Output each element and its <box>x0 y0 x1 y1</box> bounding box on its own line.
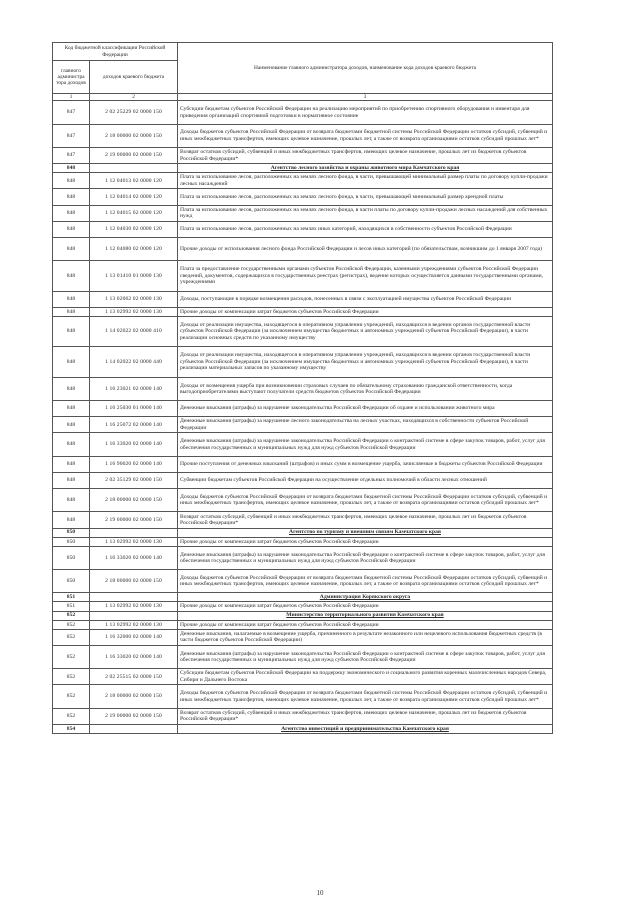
table-row <box>53 472 553 488</box>
admin-code-cell: 850 <box>53 546 90 569</box>
income-code-cell: 2 02 35129 02 0000 150 <box>90 472 178 488</box>
income-code-cell: 1 16 90020 02 0000 140 <box>90 456 178 472</box>
income-code-cell <box>90 528 178 537</box>
table-row <box>53 546 553 569</box>
income-code-cell: 1 13 01410 01 0000 130 <box>90 261 178 291</box>
admin-code-cell: 852 <box>53 611 90 620</box>
admin-code-cell: 854 <box>53 724 90 733</box>
income-code-cell: 2 18 00000 02 0000 150 <box>90 124 178 147</box>
column-number: 3 <box>178 94 553 101</box>
page-number: 10 <box>316 889 324 897</box>
description-cell: Агентство по туризму и внешним связям Камчатского края <box>178 528 553 537</box>
description-cell: Субвенции бюджетам субъектов Российской Федерации на осуществление отдельных полномочий в области лесных отношений <box>178 472 553 488</box>
income-code-cell: 2 19 00000 02 0000 150 <box>90 708 178 724</box>
income-code-cell: 2 02 25229 02 0000 150 <box>90 101 178 124</box>
admin-code-cell: 848 <box>53 456 90 472</box>
description-cell: Министерство территориального развития Камчатского края <box>178 611 553 620</box>
header-group-label: Код бюджетной классификации Российской Федерации <box>53 43 178 61</box>
admin-code-cell: 848 <box>53 472 90 488</box>
income-code-cell: 1 13 02992 02 0000 130 <box>90 307 178 316</box>
description-cell: Плата за предоставление государственными органами субъектов Российской Федерации, казенными учреждениями субъектов Российской Федерации сведений, документов, содержащихся в государственных реестрах (регистрах), ведение которых осуществляется данными государственными органами, учреждениями <box>178 261 553 291</box>
admin-code-cell: 852 <box>53 708 90 724</box>
table-row <box>53 602 553 611</box>
income-code-cell <box>90 611 178 620</box>
admin-code-cell: 852 <box>53 685 90 708</box>
admin-code-cell: 847 <box>53 101 90 124</box>
income-code-cell: 1 13 02992 02 0000 130 <box>90 620 178 629</box>
income-code-cell: 1 13 02992 02 0000 130 <box>90 537 178 546</box>
table-row <box>53 291 553 307</box>
table-row <box>53 685 553 708</box>
description-cell: Доходы от реализации имущества, находящегося в оперативном управлении учреждений, находящихся в ведении органов государственной власти субъектов Российской Федерации (за исключением имущества бюджетных и автономных учреждений субъектов Российской Федерации), в части реализации основных средств по указанному имуществу <box>178 317 553 347</box>
income-code-cell: 1 12 04014 02 0000 120 <box>90 189 178 205</box>
description-cell: Денежные взыскания (штрафы) за нарушение законодательства Российской Федерации об охране и использовании животного мира <box>178 401 553 417</box>
table-row <box>53 205 553 221</box>
table-row <box>53 124 553 147</box>
admin-code-cell: 848 <box>53 417 90 433</box>
income-code-cell: 1 13 02062 02 0000 130 <box>90 291 178 307</box>
admin-code-cell: 851 <box>53 602 90 611</box>
description-cell: Прочие доходы от использования лесного фонда Российской Федерации и лесов иных категорий (по обязательствам, возникшим до 1 января 2007 года) <box>178 238 553 261</box>
admin-code-cell: 850 <box>53 528 90 537</box>
description-cell: Денежные взыскания (штрафы) за нарушение законодательства Российской Федерации о контрактной системе в сфере закупок товаров, работ, услуг для обеспечения государственных и муниципальных нужд для нужд субъектов Российской Федерации <box>178 433 553 456</box>
income-code-cell: 1 16 33020 02 0000 140 <box>90 546 178 569</box>
header-admin-column: главного администра тора доходов <box>53 61 90 94</box>
income-code-cell: 2 18 00000 02 0000 150 <box>90 489 178 512</box>
description-cell: Прочие доходы от компенсации затрат бюджетов субъектов Российской Федерации <box>178 537 553 546</box>
income-code-cell: 2 18 00000 02 0000 150 <box>90 685 178 708</box>
table-row <box>53 221 553 237</box>
admin-code-cell: 851 <box>53 593 90 602</box>
admin-code-cell: 847 <box>53 148 90 164</box>
admin-code-cell: 850 <box>53 537 90 546</box>
column-number: 1 <box>53 94 90 101</box>
admin-code-cell: 848 <box>53 238 90 261</box>
admin-code-cell: 848 <box>53 291 90 307</box>
admin-code-cell: 848 <box>53 221 90 237</box>
table-row <box>53 620 553 629</box>
income-code-cell: 1 12 04013 02 0000 120 <box>90 173 178 189</box>
admin-code-cell: 848 <box>53 512 90 528</box>
section-header-row <box>53 528 553 537</box>
description-cell: Плата за использование лесов, расположенных на землях лесного фонда, в части платы по договору купли-продажи лесных насаждений для собственных нужд <box>178 205 553 221</box>
table-row <box>53 708 553 724</box>
table-row <box>53 347 553 377</box>
admin-code-cell: 852 <box>53 645 90 668</box>
description-cell: Прочие доходы от компенсации затрат бюджетов субъектов Российской Федерации <box>178 307 553 316</box>
admin-code-cell: 852 <box>53 669 90 685</box>
admin-code-cell: 852 <box>53 629 90 645</box>
table-row <box>53 629 553 645</box>
section-header-row <box>53 724 553 733</box>
description-cell: Возврат остатков субсидий, субвенций и иных межбюджетных трансфертов, имеющих целевое назначение, прошлых лет из бюджетов субъектов Российской Федерации* <box>178 512 553 528</box>
section-header-row <box>53 593 553 602</box>
description-cell: Субсидии бюджетам субъектов Российской Федерации на поддержку экономического и социального развития коренных малочисленных народов Севера, Сибири и Дальнего Востока <box>178 669 553 685</box>
description-cell: Возврат остатков субсидий, субвенций и иных межбюджетных трансфертов, имеющих целевое назначение, прошлых лет из бюджетов субъектов Российской Федерации* <box>178 708 553 724</box>
description-cell: Агентство лесного хозяйства и охраны животного мира Камчатского края <box>178 164 553 173</box>
description-cell: Возврат остатков субсидий, субвенций и иных межбюджетных трансфертов, имеющих целевое назначение, прошлых лет из бюджетов субъектов Российской Федерации* <box>178 148 553 164</box>
header-name-column: Наименование главного администратора доходов, наименование кода доходов краевого бюджета <box>178 43 553 94</box>
table-row <box>53 307 553 316</box>
income-code-cell: 1 14 02022 02 0000 440 <box>90 347 178 377</box>
table-row <box>53 537 553 546</box>
section-header-row <box>53 164 553 173</box>
description-cell: Прочие доходы от компенсации затрат бюджетов субъектов Российской Федерации <box>178 620 553 629</box>
table-row <box>53 101 553 124</box>
income-code-cell: 2 19 00000 02 0000 150 <box>90 512 178 528</box>
admin-code-cell: 848 <box>53 377 90 400</box>
column-number: 2 <box>90 94 178 101</box>
table-row <box>53 570 553 593</box>
admin-code-cell: 848 <box>53 307 90 316</box>
description-cell: Прочие доходы от компенсации затрат бюджетов субъектов Российской Федерации <box>178 602 553 611</box>
description-cell: Доходы, поступающие в порядке возмещения расходов, понесенных в связи с эксплуатацией имущества субъектов Российской Федерации <box>178 291 553 307</box>
admin-code-cell: 848 <box>53 401 90 417</box>
description-cell: Субсидии бюджетам субъектов Российской Федерации на реализацию мероприятий по приобретению спортивного оборудования и инвентаря для приведения организаций спортивной подготовки в нормативное состояние <box>178 101 553 124</box>
income-code-cell: 1 12 04080 02 0000 120 <box>90 238 178 261</box>
table-row <box>53 189 553 205</box>
admin-code-cell: 850 <box>53 570 90 593</box>
header-row-group <box>53 43 553 61</box>
income-code-cell: 2 19 00000 02 0000 150 <box>90 148 178 164</box>
admin-code-cell: 848 <box>53 189 90 205</box>
income-code-cell: 1 13 02992 02 0000 130 <box>90 602 178 611</box>
table-row <box>53 512 553 528</box>
column-number-row <box>53 94 553 101</box>
admin-code-cell: 848 <box>53 173 90 189</box>
description-cell: Плата за использование лесов, расположенных на землях лесного фонда, в части, превышающей минимальный размер платы по договору купли-продажи лесных насаждений <box>178 173 553 189</box>
description-cell: Доходы бюджетов субъектов Российской Федерации от возврата бюджетами бюджетной системы Российской Федерации остатков субсидий, субвенций и иных межбюджетных трансфертов, имеющих целевое назначение, прошлых лет, а также от возврата организациями остатков субсидий прошлых лет* <box>178 489 553 512</box>
header-income-column: доходов краевого бюджета <box>90 61 178 94</box>
income-code-cell: 2 18 00000 02 0000 150 <box>90 570 178 593</box>
description-cell: Денежные взыскания, налагаемые в возмещение ущерба, причиненного в результате незаконного или нецелевого использования бюджетных средств (в части бюджетов субъектов Российской Федерации) <box>178 629 553 645</box>
table-row <box>53 377 553 400</box>
description-cell: Доходы бюджетов субъектов Российской Федерации от возврата бюджетами бюджетной системы Российской Федерации остатков субсидий, субвенций и иных межбюджетных трансфертов, имеющих целевое назначение, прошлых лет, а также от возврата организациями остатков субсидий прошлых лет* <box>178 570 553 593</box>
description-cell: Агентство инвестиций и предпринимательства Камчатского края <box>178 724 553 733</box>
income-code-cell: 1 16 25072 02 0000 140 <box>90 417 178 433</box>
admin-code-cell: 852 <box>53 620 90 629</box>
section-header-row <box>53 611 553 620</box>
table-row <box>53 238 553 261</box>
table-row <box>53 148 553 164</box>
admin-code-cell: 848 <box>53 433 90 456</box>
table-row <box>53 401 553 417</box>
description-cell: Доходы от возмещения ущерба при возникновении страховых случаев по обязательному страхованию гражданской ответственности, когда выгодоприобретателями выступают получатели средств бюджетов субъектов Российской Федерации <box>178 377 553 400</box>
admin-code-cell: 848 <box>53 205 90 221</box>
table-row <box>53 417 553 433</box>
description-cell: Доходы бюджетов субъектов Российской Федерации от возврата бюджетами бюджетной системы Российской Федерации остатков субсидий, субвенций и иных межбюджетных трансфертов, имеющих целевое назначение, прошлых лет, а также от возврата организациями остатков субсидий прошлых лет* <box>178 685 553 708</box>
admin-code-cell: 848 <box>53 489 90 512</box>
admin-code-cell: 848 <box>53 317 90 347</box>
admin-code-cell: 848 <box>53 164 90 173</box>
description-cell: Плата за использование лесов, расположенных на землях иных категорий, находящихся в собственности субъектов Российской Федерации <box>178 221 553 237</box>
income-code-cell <box>90 164 178 173</box>
table-row <box>53 669 553 685</box>
table-row <box>53 645 553 668</box>
table-row <box>53 433 553 456</box>
description-cell: Администрация Корякского округа <box>178 593 553 602</box>
income-code-cell <box>90 724 178 733</box>
description-cell: Доходы бюджетов субъектов Российской Федерации от возврата бюджетами бюджетной системы Российской Федерации остатков субсидий, субвенций и иных межбюджетных трансфертов, имеющих целевое назначение, прошлых лет, а также от возврата организациями остатков субсидий прошлых лет* <box>178 124 553 147</box>
admin-code-cell: 848 <box>53 261 90 291</box>
table-row <box>53 456 553 472</box>
income-code-cell: 1 16 33020 02 0000 140 <box>90 433 178 456</box>
table-row <box>53 173 553 189</box>
income-code-cell: 1 16 23021 02 0000 140 <box>90 377 178 400</box>
income-code-cell: 1 16 25030 01 0000 140 <box>90 401 178 417</box>
document-page <box>52 42 552 734</box>
admin-code-cell: 848 <box>53 347 90 377</box>
income-code-cell <box>90 593 178 602</box>
description-cell: Денежные взыскания (штрафы) за нарушение законодательства Российской Федерации о контрактной системе в сфере закупок товаров, работ, услуг для обеспечения государственных и муниципальных нужд для нужд субъектов Российской Федерации <box>178 645 553 668</box>
income-code-cell: 2 02 25515 02 0000 150 <box>90 669 178 685</box>
description-cell: Денежные взыскания (штрафы) за нарушение законодательства Российской Федерации о контрактной системе в сфере закупок товаров, работ, услуг для обеспечения государственных и муниципальных нужд для нужд субъектов Российской Федерации <box>178 546 553 569</box>
income-code-cell: 1 12 04030 02 0000 120 <box>90 221 178 237</box>
description-cell: Доходы от реализации имущества, находящегося в оперативном управлении учреждений, находящихся в ведении органов государственной власти субъектов Российской Федерации (за исключением имущества бюджетных и автономных учреждений субъектов Российской Федерации), в части реализации материальных запасов по указанному имуществу <box>178 347 553 377</box>
table-row <box>53 489 553 512</box>
table-row <box>53 317 553 347</box>
income-code-cell: 1 14 02022 02 0000 410 <box>90 317 178 347</box>
description-cell: Денежные взыскания (штрафы) за нарушение лесного законодательства на лесных участках, находящихся в собственности субъектов Российской Федерации <box>178 417 553 433</box>
description-cell: Прочие поступления от денежных взысканий (штрафов) и иных сумм в возмещение ущерба, зачисляемые в бюджеты субъектов Российской Федерации <box>178 456 553 472</box>
description-cell: Плата за использование лесов, расположенных на землях лесного фонда, в части, превышающей минимальный размер арендной платы <box>178 189 553 205</box>
table-row <box>53 261 553 291</box>
budget-codes-table <box>52 42 553 734</box>
admin-code-cell: 847 <box>53 124 90 147</box>
income-code-cell: 1 16 32000 02 0000 140 <box>90 629 178 645</box>
income-code-cell: 1 12 04015 02 0000 120 <box>90 205 178 221</box>
income-code-cell: 1 16 33020 02 0000 140 <box>90 645 178 668</box>
